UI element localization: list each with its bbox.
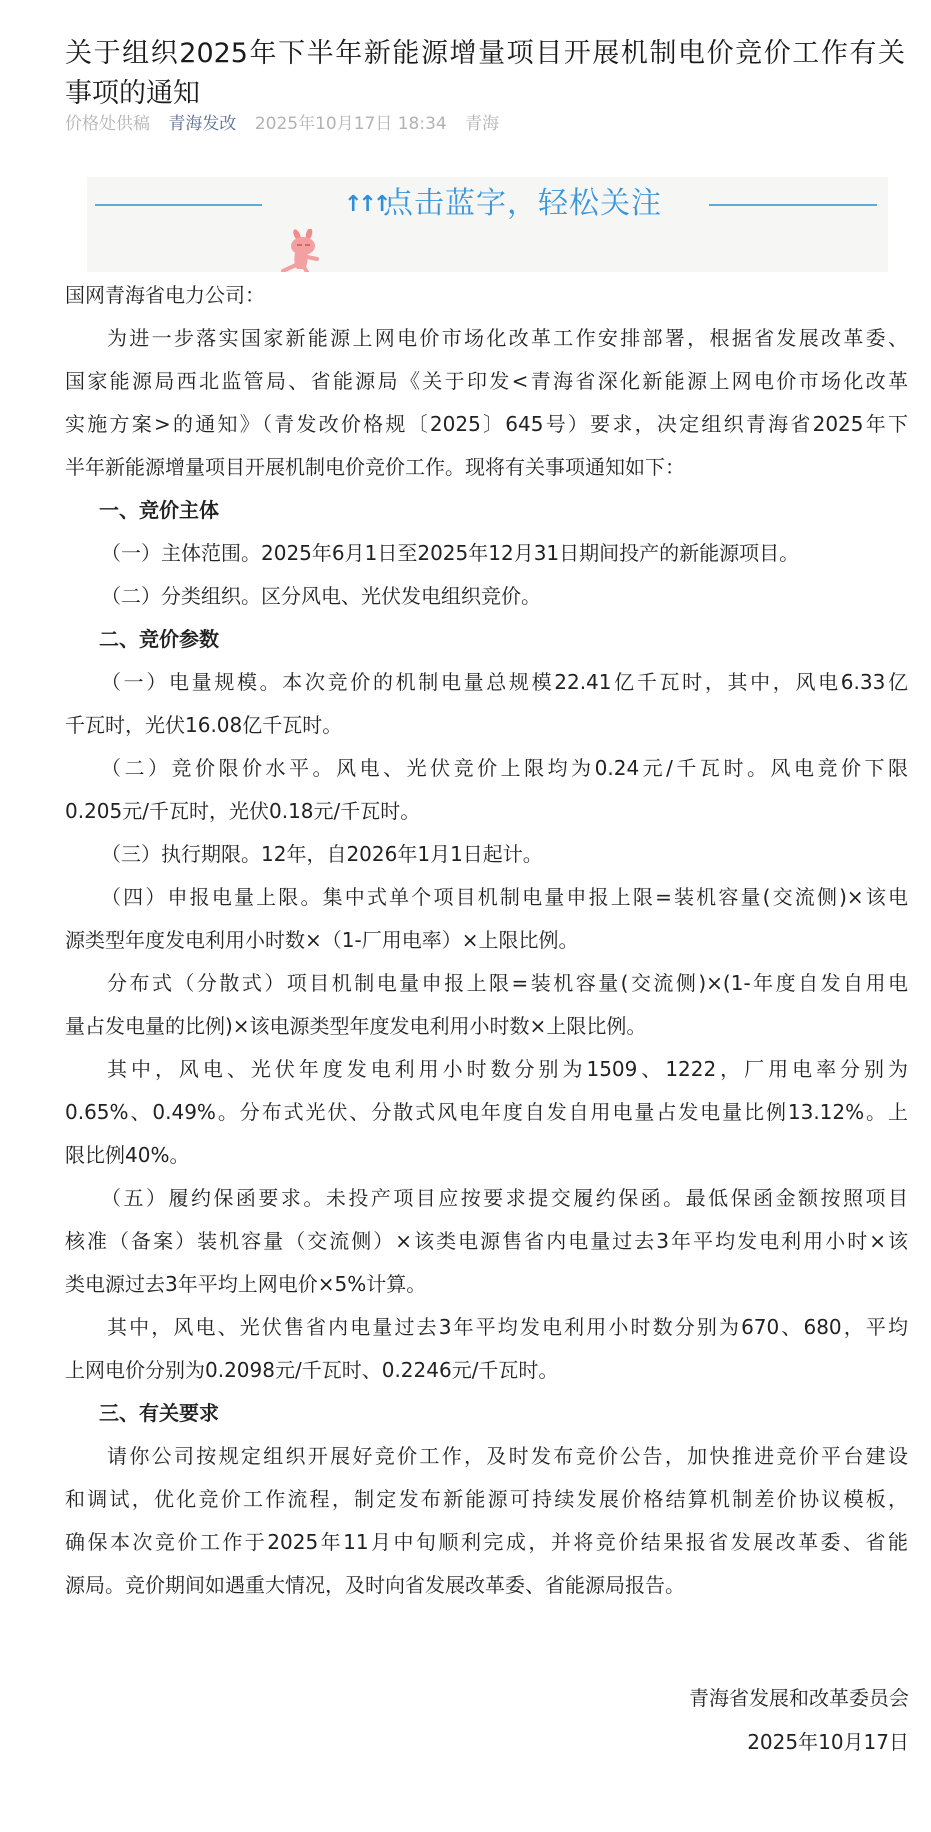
divider-line-left [95, 204, 262, 206]
paragraph-line: 国家能源局西北监管局、省能源局《关于印发<青海省深化新能源上网电价市场化改革 [65, 369, 908, 393]
title-line-2: 事项的通知 [65, 78, 200, 110]
pink-rabbit-icon [275, 229, 327, 272]
paragraph-line: 为进一步落实国家新能源上网电价市场化改革工作安排部署，根据省发展改革委、 [107, 326, 908, 350]
paragraph-line: 限比例40%。 [65, 1143, 190, 1167]
paragraph-line: （二）竞价限价水平。风电、光伏竞价上限均为0.24元/千瓦时。风电竞价下限 [101, 756, 908, 780]
paragraph-line: （一）主体范围。2025年6月1日至2025年12月31日期间投产的新能源项目。 [101, 541, 800, 565]
follow-banner [87, 177, 888, 272]
paragraph-line: 实施方案>的通知》（青发改价格规〔2025〕645号）要求，决定组织青海省2025年下 [65, 412, 908, 436]
up-arrows-icon: ↑↑↑ [344, 192, 388, 217]
paragraph-line: 其中，风电、光伏年度发电利用小时数分别为1509、1222，厂用电率分别为 [107, 1057, 908, 1081]
salutation: 国网青海省电力公司： [65, 283, 265, 307]
article-meta [65, 111, 512, 137]
paragraph-line: （三）执行期限。12年，自2026年1月1日起计。 [101, 842, 543, 866]
section-heading-2: 二、竞价参数 [99, 627, 219, 651]
paragraph-line: 其中，风电、光伏售省内电量过去3年平均发电利用小时数分别为670、680，平均 [107, 1315, 908, 1339]
paragraph-line: 核准（备案）装机容量（交流侧）×该类电源售省内电量过去3年平均发电利用小时×该 [65, 1229, 908, 1253]
title-line-1: 关于组织2025年下半年新能源增量项目开展机制电价竞价工作有关 [65, 38, 905, 70]
signature-org: 青海省发展和改革委员会 [689, 1686, 909, 1710]
section-heading-1: 一、竞价主体 [99, 498, 219, 522]
section-heading-3: 三、有关要求 [99, 1401, 219, 1425]
article-source: 价格处供稿 [65, 114, 150, 134]
publish-location: 青海 [465, 114, 500, 134]
signature-date: 2025年10月17日 [747, 1730, 909, 1754]
account-name-link[interactable]: 青海发改 [168, 114, 237, 134]
paragraph-line: 类电源过去3年平均上网电价×5%计算。 [65, 1272, 427, 1296]
paragraph-line: （四）申报电量上限。集中式单个项目机制电量申报上限=装机容量(交流侧)×该电 [101, 885, 908, 909]
paragraph-line: 0.65%、0.49%。分布式光伏、分散式风电年度自发自用电量占发电量比例13.12%。上 [65, 1100, 908, 1124]
publish-datetime: 2025年10月17日 18:34 [254, 114, 447, 134]
paragraph-line: 请你公司按规定组织开展好竞价工作，及时发布竞价公告，加快推进竞价平台建设 [107, 1444, 908, 1468]
paragraph-line: （一）电量规模。本次竞价的机制电量总规模22.41亿千瓦时，其中，风电6.33亿 [101, 670, 908, 694]
paragraph-line: 分布式（分散式）项目机制电量申报上限=装机容量(交流侧)×(1-年度自发自用电 [107, 971, 908, 995]
paragraph-line: 千瓦时，光伏16.08亿千瓦时。 [65, 713, 343, 737]
paragraph-line: 上网电价分别为0.2098元/千瓦时、0.2246元/千瓦时。 [65, 1358, 559, 1382]
paragraph-line: （五）履约保函要求。未投产项目应按要求提交履约保函。最低保函金额按照项目 [101, 1186, 908, 1210]
article-title [65, 34, 905, 114]
paragraph-line: 量占发电量的比例)×该电源类型年度发电利用小时数×上限比例。 [65, 1014, 647, 1038]
document-body [65, 274, 908, 1607]
paragraph-line: 和调试，优化竞价工作流程，制定发布新能源可持续发展价格结算机制差价协议模板， [65, 1487, 908, 1511]
divider-line-right [709, 204, 877, 206]
paragraph-line: 0.205元/千瓦时，光伏0.18元/千瓦时。 [65, 799, 421, 823]
paragraph-line: 源局。竞价期间如遇重大情况，及时向省发展改革委、省能源局报告。 [65, 1573, 685, 1597]
paragraph-line: 源类型年度发电利用小时数×（1-厂用电率）×上限比例。 [65, 928, 579, 952]
paragraph-line: 确保本次竞价工作于2025年11月中旬顺利完成，并将竞价结果报省发展改革委、省能 [65, 1530, 908, 1554]
paragraph-line: （二）分类组织。区分风电、光伏发电组织竞价。 [101, 584, 541, 608]
follow-prompt-text: 点击蓝字，轻松关注 [383, 186, 662, 221]
paragraph-line: 半年新能源增量项目开展机制电价竞价工作。现将有关事项通知如下： [65, 455, 685, 479]
